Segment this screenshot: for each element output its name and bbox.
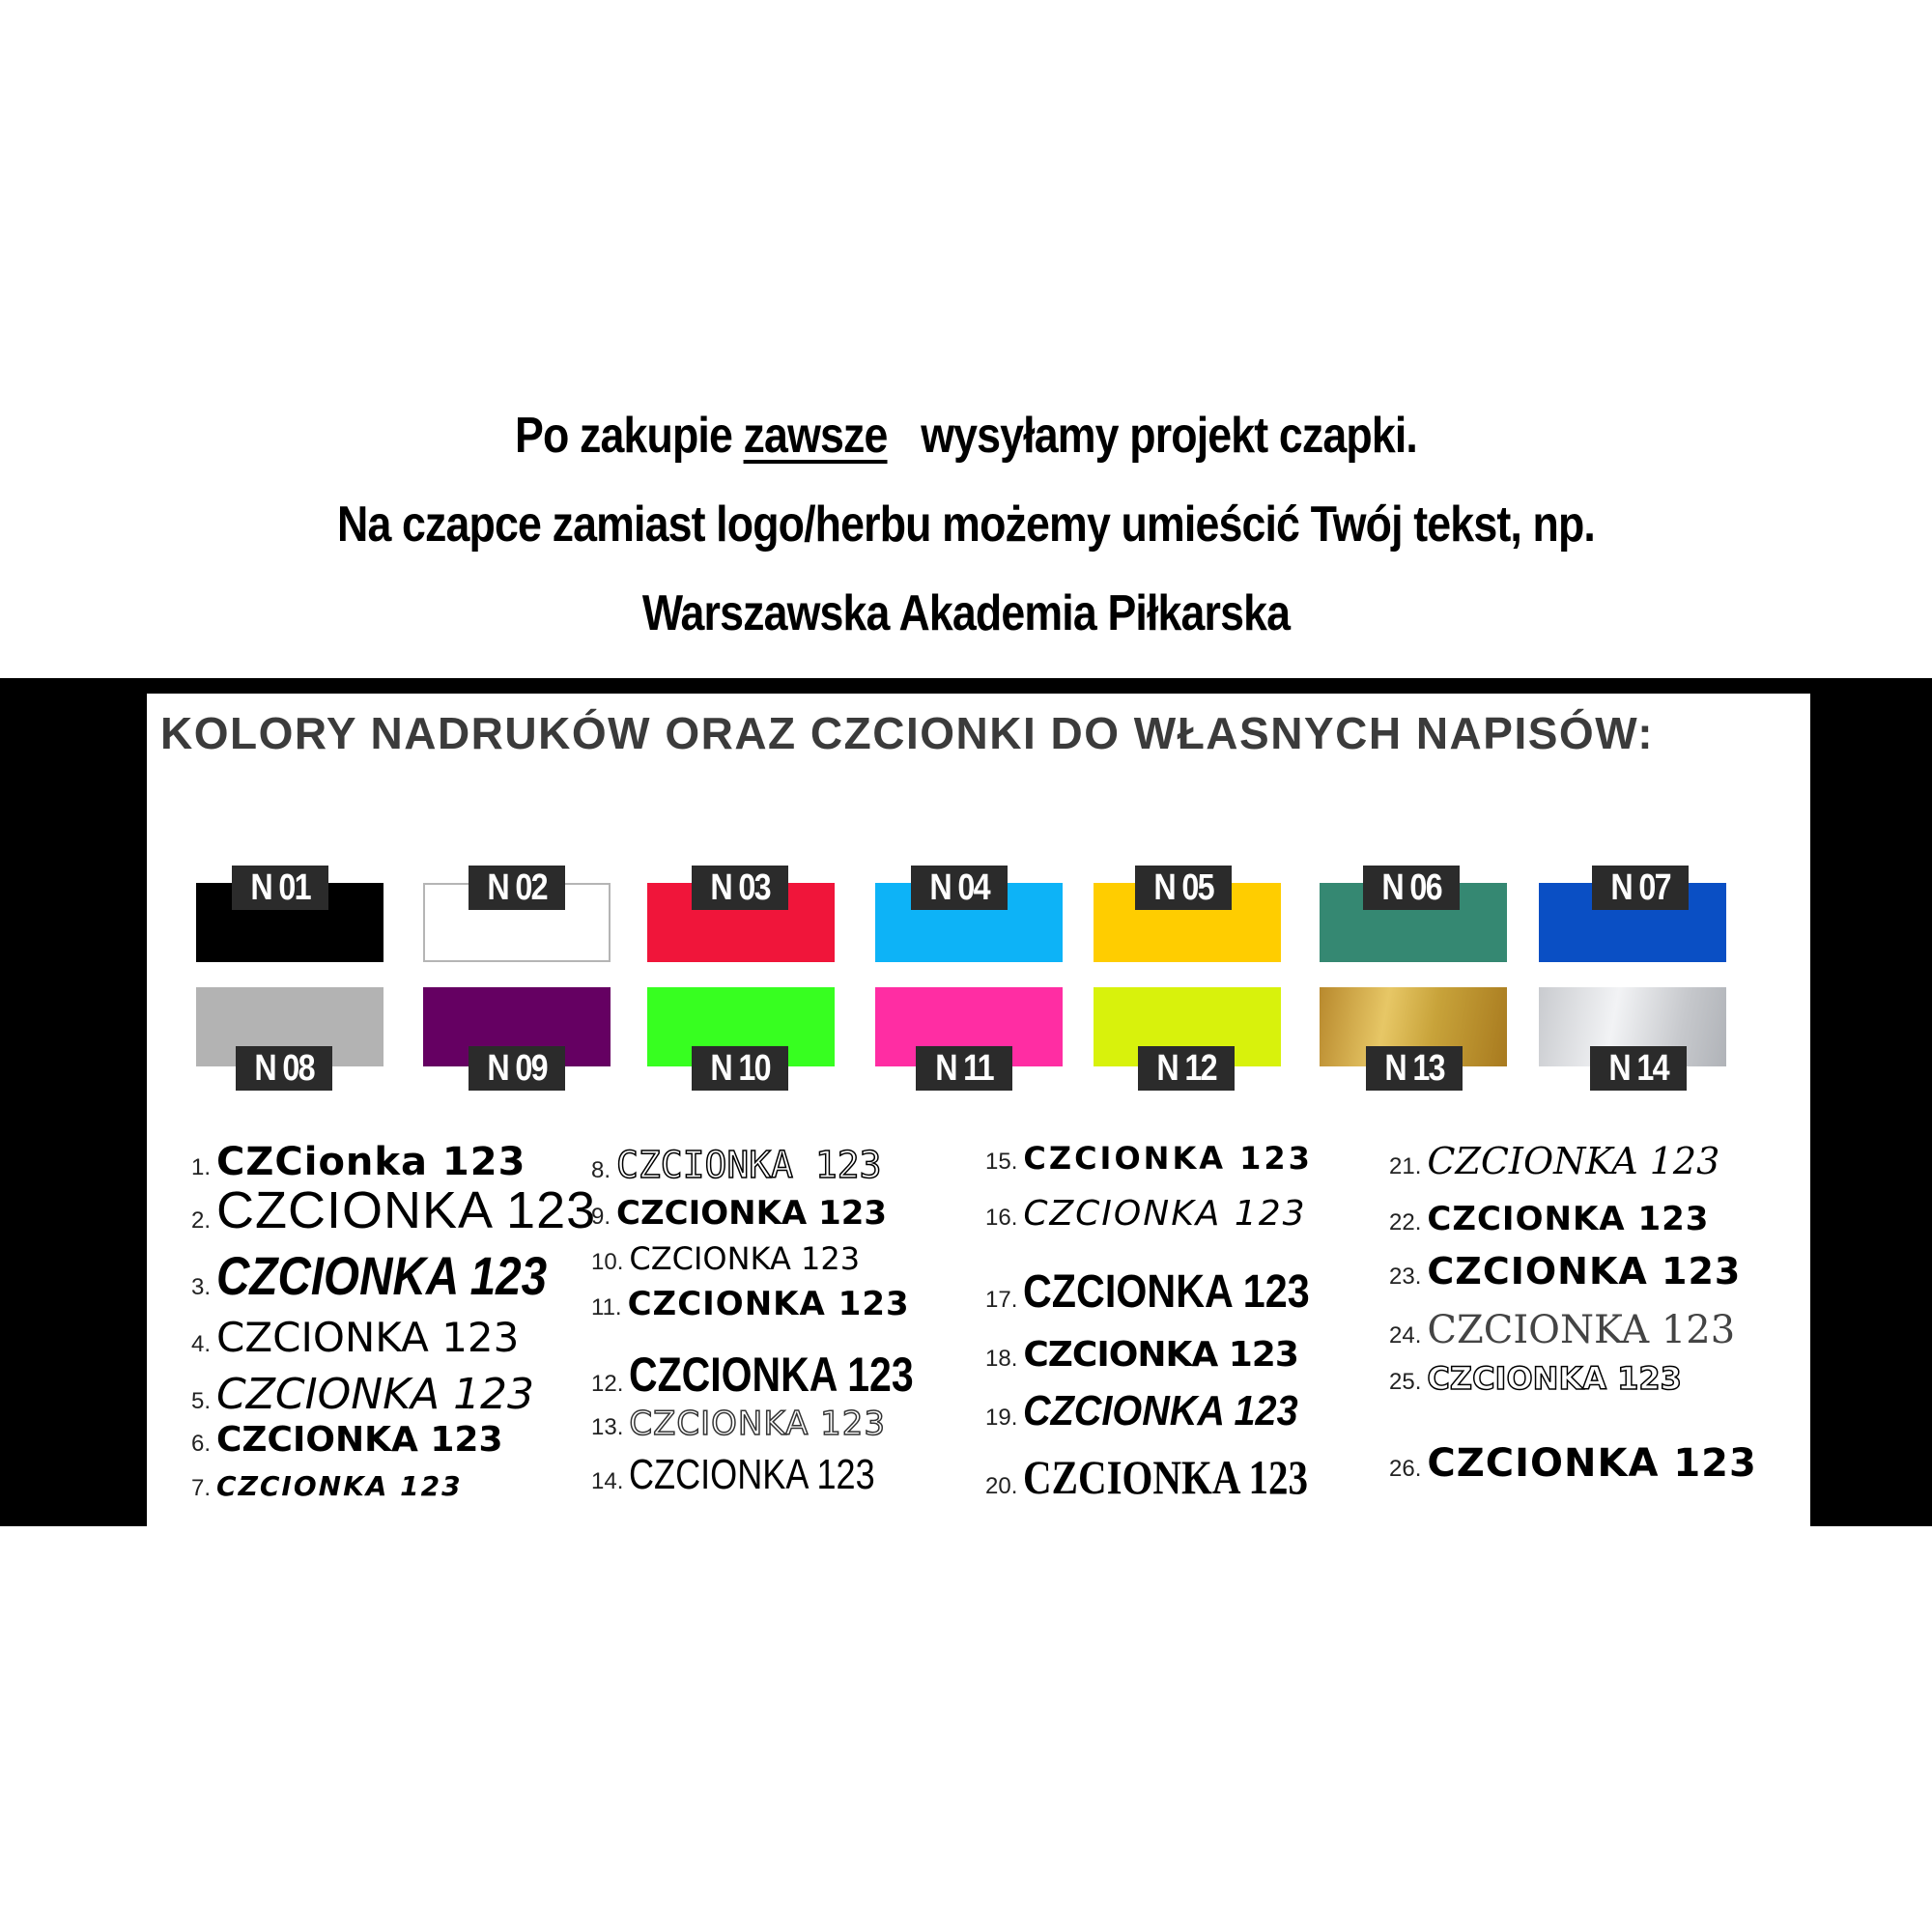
font-sample-11[interactable]: 11. CZCIONKA 123 <box>591 1285 910 1323</box>
font-sample-20[interactable]: 20. CZCIONKA 123 <box>985 1450 1309 1504</box>
color-code-tag: N 09 <box>469 1046 565 1091</box>
color-code-tag: N 10 <box>692 1046 788 1091</box>
color-code-tag: N 14 <box>1590 1046 1687 1091</box>
font-sample-6[interactable]: 6. CZCIONKA 123 <box>191 1420 503 1460</box>
font-sample-26[interactable]: 26. CZCIONKA 123 <box>1389 1441 1757 1486</box>
font-sample-16[interactable]: 16. CZCIONKA 123 <box>985 1194 1307 1234</box>
color-code-tag: N 05 <box>1135 866 1232 910</box>
font-sample-12[interactable]: 12. CZCIONKA 123 <box>591 1348 915 1402</box>
color-code-tag: N 03 <box>692 866 788 910</box>
font-sample-9[interactable]: 9. CZCIONKA 123 <box>591 1194 888 1233</box>
font-sample-8[interactable]: 8. CZCIONKA 123 <box>591 1144 882 1186</box>
font-sample-1[interactable]: 1. CZCionka 123 <box>191 1140 526 1184</box>
panel-title: KOLORY NADRUKÓW ORAZ CZCIONKI DO WŁASNYCH NAPISÓW: <box>160 708 1655 758</box>
color-code-tag: N 02 <box>469 866 565 910</box>
options-panel <box>147 694 1810 1526</box>
font-sample-24[interactable]: 24. CZCIONKA 123 <box>1389 1308 1736 1352</box>
font-sample-21[interactable]: 21. CZCIONKA 123 <box>1389 1140 1720 1182</box>
font-sample-13[interactable]: 13. CZCIONKA 123 <box>591 1405 887 1443</box>
font-sample-15[interactable]: 15. CZCIONKA 123 <box>985 1140 1313 1177</box>
intro-line-1-start: Po zakupie <box>514 408 744 464</box>
font-sample-4[interactable]: 4. CZCIONKA 123 <box>191 1314 520 1361</box>
font-sample-18[interactable]: 18. CZCIONKA 123 <box>985 1335 1298 1375</box>
font-sample-17[interactable]: 17. CZCIONKA 123 <box>985 1266 1311 1318</box>
color-code-tag: N 06 <box>1363 866 1460 910</box>
font-sample-2[interactable]: 2. CZCIONKA 123 <box>191 1181 597 1239</box>
intro-line-1-end: wysyłamy projekt czapki. <box>887 408 1418 464</box>
font-sample-5[interactable]: 5. CZCIONKA 123 <box>191 1370 535 1419</box>
font-sample-19[interactable]: 19. CZCIONKA 123 <box>985 1387 1298 1434</box>
color-code-tag: N 01 <box>232 866 328 910</box>
font-sample-7[interactable]: 7. CZCIONKA 123 <box>191 1470 463 1502</box>
font-sample-14[interactable]: 14. CZCIONKA 123 <box>591 1451 876 1498</box>
intro-line-3: Warszawska Akademia Piłkarska <box>641 585 1291 641</box>
intro-line-1 <box>135 391 1797 480</box>
intro-text <box>0 391 1932 658</box>
color-code-tag: N 04 <box>911 866 1008 910</box>
font-sample-23[interactable]: 23. CZCIONKA 123 <box>1389 1250 1742 1292</box>
color-code-tag: N 11 <box>916 1046 1012 1091</box>
intro-line-2: Na czapce zamiast logo/herbu możemy umieścić Twój tekst, np. <box>337 497 1595 553</box>
color-code-tag: N 13 <box>1366 1046 1463 1091</box>
font-sample-3[interactable]: 3. CZCIONKA 123 <box>191 1245 548 1306</box>
intro-underlined-word: zawsze <box>743 408 888 464</box>
color-code-tag: N 08 <box>236 1046 332 1091</box>
font-sample-10[interactable]: 10. CZCIONKA 123 <box>591 1240 861 1277</box>
color-code-tag: N 12 <box>1138 1046 1235 1091</box>
color-code-tag: N 07 <box>1592 866 1689 910</box>
font-sample-22[interactable]: 22. CZCIONKA 123 <box>1389 1200 1710 1238</box>
font-sample-25[interactable]: 25. CZCIONKA 123 <box>1389 1360 1682 1397</box>
